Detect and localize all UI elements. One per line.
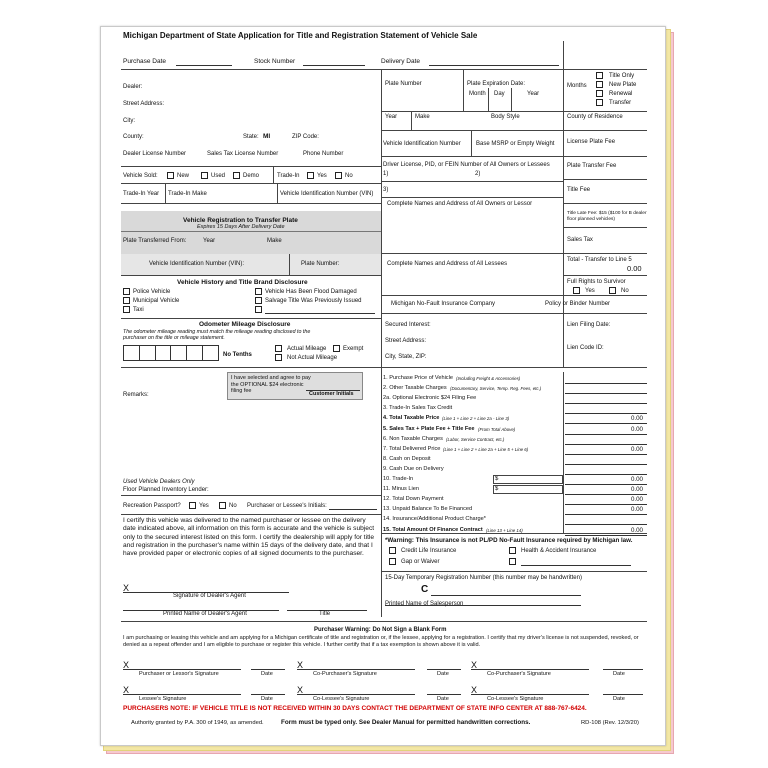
gap-waiver-checkbox[interactable]: [389, 558, 396, 565]
date-field[interactable]: [251, 694, 285, 695]
dollar-sign: $: [495, 476, 499, 482]
price-line: [383, 475, 647, 485]
divider: [381, 571, 647, 572]
date-label: Date: [261, 671, 273, 677]
transfer-plate-subtitle: Expires 15 Days After Delivery Date: [197, 224, 285, 230]
divider: [381, 111, 647, 112]
price-line: [383, 435, 647, 445]
price-line-label: 6. Non Taxable Charges: [383, 435, 443, 442]
divider: [563, 203, 647, 204]
credit-life-checkbox[interactable]: [389, 547, 396, 554]
purchaser-initials-label: Purchaser or Lessee's Initials:: [247, 503, 327, 509]
price-line-value: 0.00: [630, 486, 643, 494]
price-line-value: 0.00: [630, 415, 643, 423]
divider: [563, 372, 564, 533]
price-line-label: 9. Cash Due on Delivery: [383, 465, 444, 472]
transfer-vin-label: Vehicle Identification Number (VIN):: [149, 261, 245, 267]
date-field[interactable]: [427, 694, 461, 695]
demo-checkbox[interactable]: [233, 172, 240, 179]
divider: [381, 295, 647, 296]
divider: [165, 183, 166, 203]
plate-expiration-label: Plate Expiration Date:: [467, 81, 526, 87]
signature-label: Lessee's Signature: [139, 696, 187, 702]
transfer-make-label: Make: [267, 238, 282, 244]
used-checkbox[interactable]: [201, 172, 208, 179]
title-only-label: Title Only: [609, 73, 635, 79]
purchasers-note: PURCHASERS NOTE: IF VEHICLE TITLE IS NOT RECEIVED WITHIN 30 DAYS CONTACT THE DEPARTMENT OF STATE INFO CENTER AT 888-767-6424.: [123, 705, 587, 712]
signature-label: Co-Purchaser's Signature: [487, 671, 551, 677]
signature-x: X: [471, 660, 478, 670]
signature-field[interactable]: [297, 669, 415, 670]
msrp-label: Base MSRP or Empty Weight: [476, 141, 555, 147]
signature-label: Co-Purchaser's Signature: [313, 671, 377, 677]
plate-transferred-from-label: Plate Transferred From:: [123, 238, 187, 244]
divider: [381, 181, 563, 182]
price-line: [383, 505, 647, 515]
signature-field[interactable]: [123, 694, 241, 695]
divider: [121, 318, 381, 319]
divider: [121, 231, 381, 232]
price-line-label: 13. Unpaid Balance To Be Financed: [383, 506, 473, 513]
odometer-title: Odometer Mileage Disclosure: [199, 321, 291, 328]
temp-registration-field[interactable]: [431, 595, 581, 596]
transfer-plate-title: Vehicle Registration to Transfer Plate: [183, 217, 298, 224]
divider: [381, 533, 647, 534]
trade-in-no-checkbox[interactable]: [335, 172, 342, 179]
owner-3-label: 3): [383, 187, 389, 193]
date-label: Date: [613, 671, 625, 677]
demo-label: Demo: [243, 173, 260, 179]
total-transfer-value: 0.00: [627, 264, 642, 273]
divider: [381, 156, 647, 157]
full-rights-no-checkbox[interactable]: [609, 287, 616, 294]
divider: [381, 197, 563, 198]
renewal-label: Renewal: [609, 91, 633, 97]
price-line-label: 2. Other Taxable Charges: [383, 385, 447, 392]
new-label: New: [177, 173, 190, 179]
price-line-note: (Labor, Service Contract, etc.): [446, 436, 505, 442]
divider: [289, 254, 290, 275]
form-number: RD-108 (Rev. 12/3/20): [581, 720, 639, 726]
price-line: [383, 515, 647, 525]
recreation-passport-label: Recreation Passport?: [123, 503, 181, 509]
other-brand-checkbox[interactable]: [255, 306, 262, 313]
purchaser-warning-title: Purchaser Warning: Do Not Sign a Blank Form: [314, 627, 447, 633]
flood-checkbox[interactable]: [255, 288, 262, 295]
late-fee-label: Title Late Fee: $15 ($100 for B dealer floor planned vehicles): [567, 211, 647, 222]
divider: [463, 69, 464, 111]
health-accident-checkbox[interactable]: [509, 547, 516, 554]
divider: [381, 313, 647, 314]
trade-in-label: Trade-In: [277, 173, 300, 179]
divider: [563, 275, 647, 276]
owner-2-label: 2): [475, 171, 481, 177]
vin-label: Vehicle Identification Number: [383, 141, 461, 147]
price-line: [383, 404, 647, 414]
price-line-label: 10. Trade-In: [383, 476, 414, 482]
full-rights-label: Full Rights to Survivor: [567, 279, 626, 285]
odometer-note: The odometer mileage reading must match the mileage reading disclosed to the purchaser on the title or mileage statement.: [123, 329, 311, 341]
price-line-value: 0.00: [630, 445, 643, 453]
year-header-label: Year: [527, 91, 540, 97]
delivery-date-field[interactable]: [429, 65, 559, 66]
divider: [563, 227, 647, 228]
price-line-label: 7. Total Delivered Price: [383, 445, 441, 452]
divider: [563, 179, 647, 180]
exempt-label: Exempt: [343, 346, 364, 352]
price-line-label: 8. Cash on Deposit: [383, 455, 431, 462]
price-line-label: 4. Total Taxable Price: [383, 415, 440, 422]
date-label: Date: [613, 696, 625, 702]
trade-in-year-label: Trade-In Year: [123, 191, 160, 197]
vehicle-year-label: Year: [385, 114, 398, 120]
trade-lien-field[interactable]: [493, 485, 563, 494]
form-stack: [100, 26, 670, 750]
divider: [381, 253, 647, 254]
floor-planned-label: Floor Planned Inventory Lender:: [123, 487, 209, 493]
agent-signature-label: Signature of Dealer's Agent: [173, 593, 246, 599]
dealer-license-label: Dealer License Number: [123, 151, 187, 157]
price-line-value: 0.00: [630, 476, 643, 483]
divider: [273, 166, 274, 183]
price-line-note: (Including Freight & Accessories): [456, 376, 521, 381]
price-line: [383, 414, 647, 424]
temp-registration-label: 15-Day Temporary Registration Number (this number may be handwritten): [385, 575, 582, 581]
dealer-label: Dealer:: [123, 84, 143, 90]
sales-tax-label: Sales Tax: [567, 237, 593, 243]
price-line: [383, 425, 647, 435]
price-line-label: 1. Purchase Price of Vehicle: [383, 375, 453, 381]
driver-license-label: Driver License, PID, or FEIN Number of All Owners or Lessees: [383, 162, 550, 168]
stock-number-field[interactable]: [303, 65, 365, 66]
new-plate-label: New Plate: [609, 82, 637, 88]
date-field[interactable]: [251, 669, 285, 670]
price-line-label: 5. Sales Tax + Plate Fee + Title Fee: [383, 425, 475, 432]
date-field[interactable]: [603, 694, 643, 695]
right-divider: [563, 41, 564, 367]
total-transfer-label: Total - Transfer to Line 5: [567, 257, 632, 263]
taxi-checkbox[interactable]: [123, 306, 130, 313]
delivery-date-label: Delivery Date: [381, 58, 421, 65]
other-brand-field[interactable]: [265, 313, 375, 314]
phone-label: Phone Number: [303, 151, 344, 157]
actual-mileage-checkbox[interactable]: [275, 345, 282, 352]
exempt-checkbox[interactable]: [333, 345, 340, 352]
zip-label: ZIP Code:: [292, 134, 319, 140]
price-line-note: (Line 13 + Line 14): [486, 527, 523, 533]
signature-x: X: [471, 685, 478, 695]
no-fault-label: Michigan No-Fault Insurance Company: [391, 301, 496, 307]
municipal-label: Municipal Vehicle: [133, 298, 180, 304]
secured-interest-label: Secured Interest:: [385, 322, 431, 328]
signature-label: Co-Lessee's Signature: [313, 696, 370, 702]
salvage-checkbox[interactable]: [255, 297, 262, 304]
salvage-label: Salvage Title Was Previously Issued: [265, 298, 362, 304]
stock-number-label: Stock Number: [254, 58, 296, 65]
price-line: [383, 394, 647, 404]
date-label: Date: [437, 696, 449, 702]
transfer-plate-number-label: Plate Number:: [301, 261, 340, 267]
signature-field[interactable]: [471, 669, 589, 670]
date-field[interactable]: [427, 669, 461, 670]
price-line-note: (Documentary, Service, Temp. Reg. Fees, etc.): [450, 386, 542, 392]
vehicle-make-label: Make: [415, 114, 430, 120]
recreation-yes-label: Yes: [199, 503, 209, 509]
customer-initials-label: Customer Initials: [309, 391, 354, 397]
trade-lien-field[interactable]: [493, 475, 563, 484]
agent-signature-x: X: [123, 583, 130, 593]
history-title: Vehicle History and Title Brand Disclosure: [177, 279, 308, 286]
title-fee-label: Title Fee: [567, 187, 591, 193]
recreation-no-checkbox[interactable]: [219, 502, 226, 509]
city-label: City:: [123, 118, 135, 124]
recreation-yes-checkbox[interactable]: [189, 502, 196, 509]
signature-field[interactable]: [471, 694, 589, 695]
secured-street-label: Street Address:: [385, 338, 427, 344]
license-plate-fee-label: License Plate Fee: [567, 139, 616, 145]
divider: [121, 183, 381, 184]
price-line-label: 3. Trade-In Sales Tax Credit: [383, 405, 453, 412]
price-line: [383, 374, 647, 384]
price-line: [383, 455, 647, 465]
sales-tax-license-label: Sales Tax License Number: [207, 151, 279, 157]
signature-x: X: [297, 685, 304, 695]
plate-transfer-fee-label: Plate Transfer Fee: [567, 163, 617, 169]
not-actual-mileage-label: Not Actual Mileage: [287, 355, 338, 361]
salesperson-label: Printed Name of Salesperson: [385, 601, 464, 607]
divider: [381, 130, 647, 131]
price-line: [383, 495, 647, 505]
date-label: Date: [437, 671, 449, 677]
typed-only-text: Form must be typed only. See Dealer Manual for permitted handwritten corrections.: [281, 719, 531, 726]
agent-title-label: Title: [319, 611, 331, 617]
not-actual-mileage-checkbox[interactable]: [275, 354, 282, 361]
price-line-note: (Line 1 + Line 2 + Line 2a + Line 5 + Line 6): [443, 446, 529, 452]
date-field[interactable]: [603, 669, 643, 670]
purchase-date-field[interactable]: [176, 65, 232, 66]
secured-city-label: City, State, ZIP:: [385, 354, 427, 360]
street-label: Street Address:: [123, 101, 165, 107]
signature-field[interactable]: [123, 669, 241, 670]
state-value: MI: [263, 133, 271, 140]
other-insurance-checkbox[interactable]: [509, 558, 516, 565]
signature-field[interactable]: [297, 694, 415, 695]
agent-printed-name-label: Printed Name of Dealer's Agent: [163, 611, 247, 617]
police-checkbox[interactable]: [123, 288, 130, 295]
form-sheet: [100, 26, 666, 746]
used-dealers-label: Used Vehicle Dealers Only: [123, 479, 195, 485]
owners-address-label: Complete Names and Address of All Owners or Lessor: [387, 201, 533, 207]
credit-life-label: Credit Life Insurance: [401, 548, 457, 554]
price-line: [383, 526, 647, 536]
trade-in-yes-label: Yes: [317, 173, 327, 179]
divider: [121, 514, 381, 515]
dollar-sign: $: [495, 486, 499, 493]
months-label: Months: [567, 83, 587, 89]
divider: [277, 183, 278, 203]
purchaser-initials-field[interactable]: [329, 509, 377, 510]
optional-fee-text: I have selected and agree to pay the OPTIONAL $24 electronic filing fee: [231, 375, 311, 394]
transfer-year-label: Year: [203, 238, 216, 244]
price-line-value: 0.00: [630, 526, 643, 534]
no-tenths-label: No Tenths: [223, 352, 252, 358]
price-line-label: 11. Minus Lien: [383, 486, 419, 493]
divider: [488, 88, 489, 111]
new-plate-checkbox[interactable]: [596, 81, 603, 88]
plate-number-label: Plate Number: [385, 81, 422, 87]
center-divider: [381, 69, 382, 617]
date-label: Date: [261, 696, 273, 702]
price-line-note: (Line 1 + Line 2 + Line 2a - Line 3): [442, 416, 510, 422]
signature-x: X: [297, 660, 304, 670]
full-rights-yes-checkbox[interactable]: [573, 287, 580, 294]
price-line-value: 0.00: [630, 425, 643, 433]
divider: [411, 111, 412, 130]
divider: [121, 367, 647, 368]
county-label: County:: [123, 134, 144, 140]
taxi-label: Taxi: [133, 307, 144, 313]
purchase-date-label: Purchase Date: [123, 58, 166, 65]
body-style-label: Body Style: [491, 114, 520, 120]
signature-x: X: [123, 660, 130, 670]
recreation-no-label: No: [229, 503, 237, 509]
price-line-field[interactable]: [565, 535, 647, 536]
form-title: Michigan Department of State Application for Title and Registration Statement of Vehicle Sale: [123, 31, 478, 40]
month-label: Month: [469, 91, 486, 97]
trade-in-yes-checkbox[interactable]: [307, 172, 314, 179]
other-insurance-field[interactable]: [521, 565, 631, 566]
price-line-label: 15. Total Amount Of Finance Contract: [383, 526, 483, 533]
policy-number-label: Policy or Binder Number: [545, 301, 611, 307]
health-accident-label: Health & Accident Insurance: [521, 548, 597, 554]
flood-label: Vehicle Has Been Flood Damaged: [265, 289, 357, 295]
price-line-label: 12. Total Down Payment: [383, 496, 444, 503]
price-line: [383, 445, 647, 455]
signature-label: Co-Lessee's Signature: [487, 696, 544, 702]
full-rights-no-label: No: [621, 288, 629, 294]
divider: [511, 88, 512, 111]
price-line: [383, 465, 647, 475]
price-line-label: 14. Insurance/Additional Product Charge*: [383, 516, 486, 523]
transfer-label: Transfer: [609, 100, 632, 106]
insurance-warning: *Warning: This Insurance is not PL/PD No-Fault Insurance required by Michigan law.: [385, 537, 633, 544]
price-line-label: 2a. Optional Electronic $24 Filing Fee: [383, 395, 477, 402]
authority-text: Authority granted by P.A. 300 of 1949, as amended.: [131, 720, 264, 726]
renewal-checkbox[interactable]: [596, 90, 603, 97]
purchaser-warning-text: I am purchasing or leasing this vehicle and am applying for a Michigan certificate of title and registration or, if the lessee, applying for a registration. I certify that my driver's license is not suspended, revoked, or denied as a repeat offender and I am eligible to purchase or register this vehicle. I further certify that if a tax exemption is shown above it is valid.: [123, 635, 639, 648]
gap-waiver-label: Gap or Waiver: [401, 559, 440, 565]
full-rights-yes-label: Yes: [585, 288, 595, 294]
signature-label: Purchaser or Lessor's Signature: [139, 671, 219, 677]
price-line: [383, 384, 647, 394]
temp-registration-prefix: C: [421, 584, 429, 595]
signature-x: X: [123, 685, 130, 695]
trade-in-no-label: No: [345, 173, 353, 179]
transfer-checkbox[interactable]: [596, 99, 603, 106]
vehicle-sold-label: Vehicle Sold:: [123, 173, 158, 179]
divider: [121, 203, 381, 204]
price-line-note: (From Total Above): [478, 426, 516, 432]
price-line-value: 0.00: [630, 506, 643, 514]
lien-filing-date-label: Lien Filing Date:: [567, 322, 611, 328]
odometer-reading-boxes[interactable]: [123, 345, 219, 361]
owner-1-label: 1): [383, 171, 389, 177]
divider: [121, 621, 647, 622]
certification-text: I certify this vehicle was delivered to the named purchaser or lessee on the delivery date indicated above, all information on this form is accurate and the vehicle is subject only to the secured interest listed on this form. I certify the dealership will apply for title and registration in the purchaser's name within 15 days of the delivery date, and that I have provided paper or electronic copies of all signed documents to the purchaser.: [123, 517, 375, 558]
lien-code-label: Lien Code ID:: [567, 345, 604, 351]
title-only-checkbox[interactable]: [596, 72, 603, 79]
trade-in-make-label: Trade-In Make: [168, 191, 207, 197]
county-residence-label: County of Residence: [567, 114, 623, 120]
divider: [471, 130, 472, 156]
trade-in-vin-label: Vehicle Identification Number (VIN): [280, 191, 374, 197]
police-label: Police Vehicle: [133, 289, 171, 295]
used-label: Used: [211, 173, 226, 179]
remarks-label: Remarks:: [123, 392, 149, 398]
divider: [121, 275, 381, 276]
state-label: State:: [243, 134, 259, 140]
lessees-address-label: Complete Names and Address of All Lessees: [387, 261, 508, 267]
new-checkbox[interactable]: [167, 172, 174, 179]
divider: [121, 495, 381, 496]
municipal-checkbox[interactable]: [123, 297, 130, 304]
price-line-value: 0.00: [630, 496, 643, 504]
day-label: Day: [494, 91, 505, 97]
actual-mileage-label: Actual Mileage: [287, 346, 327, 352]
divider: [121, 69, 647, 70]
divider: [121, 166, 381, 167]
price-line: [383, 485, 647, 495]
